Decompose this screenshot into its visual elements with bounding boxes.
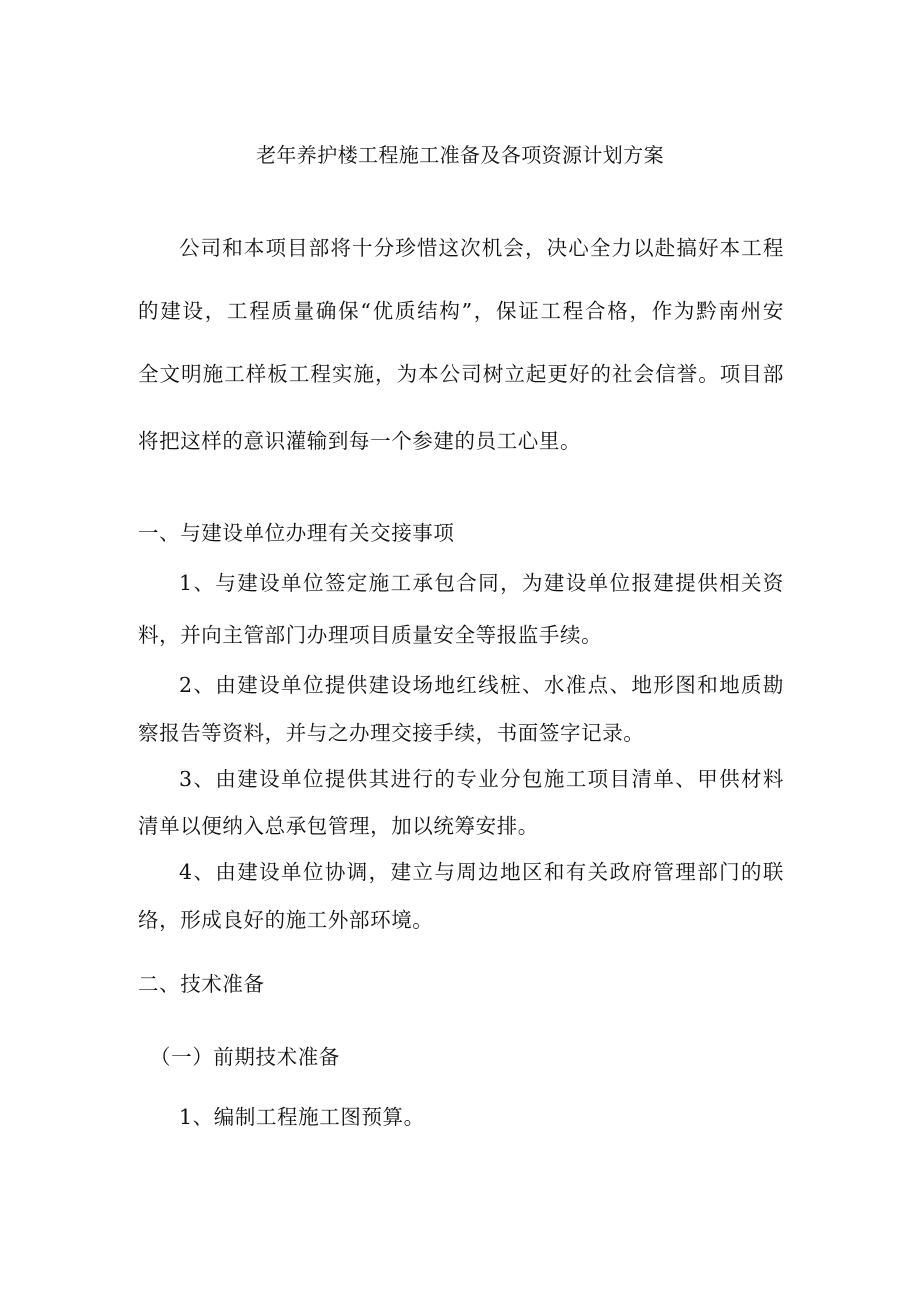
section1-item4-line1: 4、由建设单位协调，建立与周边地区和有关政府管理部门的联 (179, 860, 784, 884)
section1-item1-line1: 1、与建设单位签定施工承包合同，为建设单位报建提供相关资 (179, 571, 784, 595)
section1-item2-line1: 2、由建设单位提供建设场地红线桩、水准点、地形图和地质勘 (179, 673, 784, 697)
section1-heading: 一、与建设单位办理有关交接事项 (138, 521, 455, 545)
intro-line-1: 公司和本项目部将十分珍惜这次机会，决心全力以赴搞好本工程 (179, 236, 784, 260)
document-title: 老年养护楼工程施工准备及各项资源计划方案 (256, 143, 664, 167)
intro-line-3: 全文明施工样板工程实施，为本公司树立起更好的社会信誉。项目部 (138, 362, 784, 386)
section1-item1-line2: 料，并向主管部门办理项目质量安全等报监手续。 (138, 623, 603, 647)
intro-line-4: 将把这样的意识灌输到每一个参建的员工心里。 (138, 429, 582, 453)
section2-subheading: （一）前期技术准备 (150, 1045, 340, 1069)
intro-line-2: 的建设，工程质量确保“优质结构”，保证工程合格，作为黔南州安 (138, 299, 784, 323)
section2-item1: 1、编制工程施工图预算。 (179, 1105, 425, 1129)
section1-item4-line2: 络，形成良好的施工外部环境。 (138, 908, 434, 932)
section1-item3-line2: 清单以便纳入总承包管理，加以统筹安排。 (138, 814, 539, 838)
section1-item3-line1: 3、由建设单位提供其进行的专业分包施工项目清单、甲供材料 (179, 767, 784, 791)
section2-heading: 二、技术准备 (138, 972, 265, 996)
section1-item2-line2: 察报告等资料，并与之办理交接手续，书面签字记录。 (138, 721, 645, 745)
